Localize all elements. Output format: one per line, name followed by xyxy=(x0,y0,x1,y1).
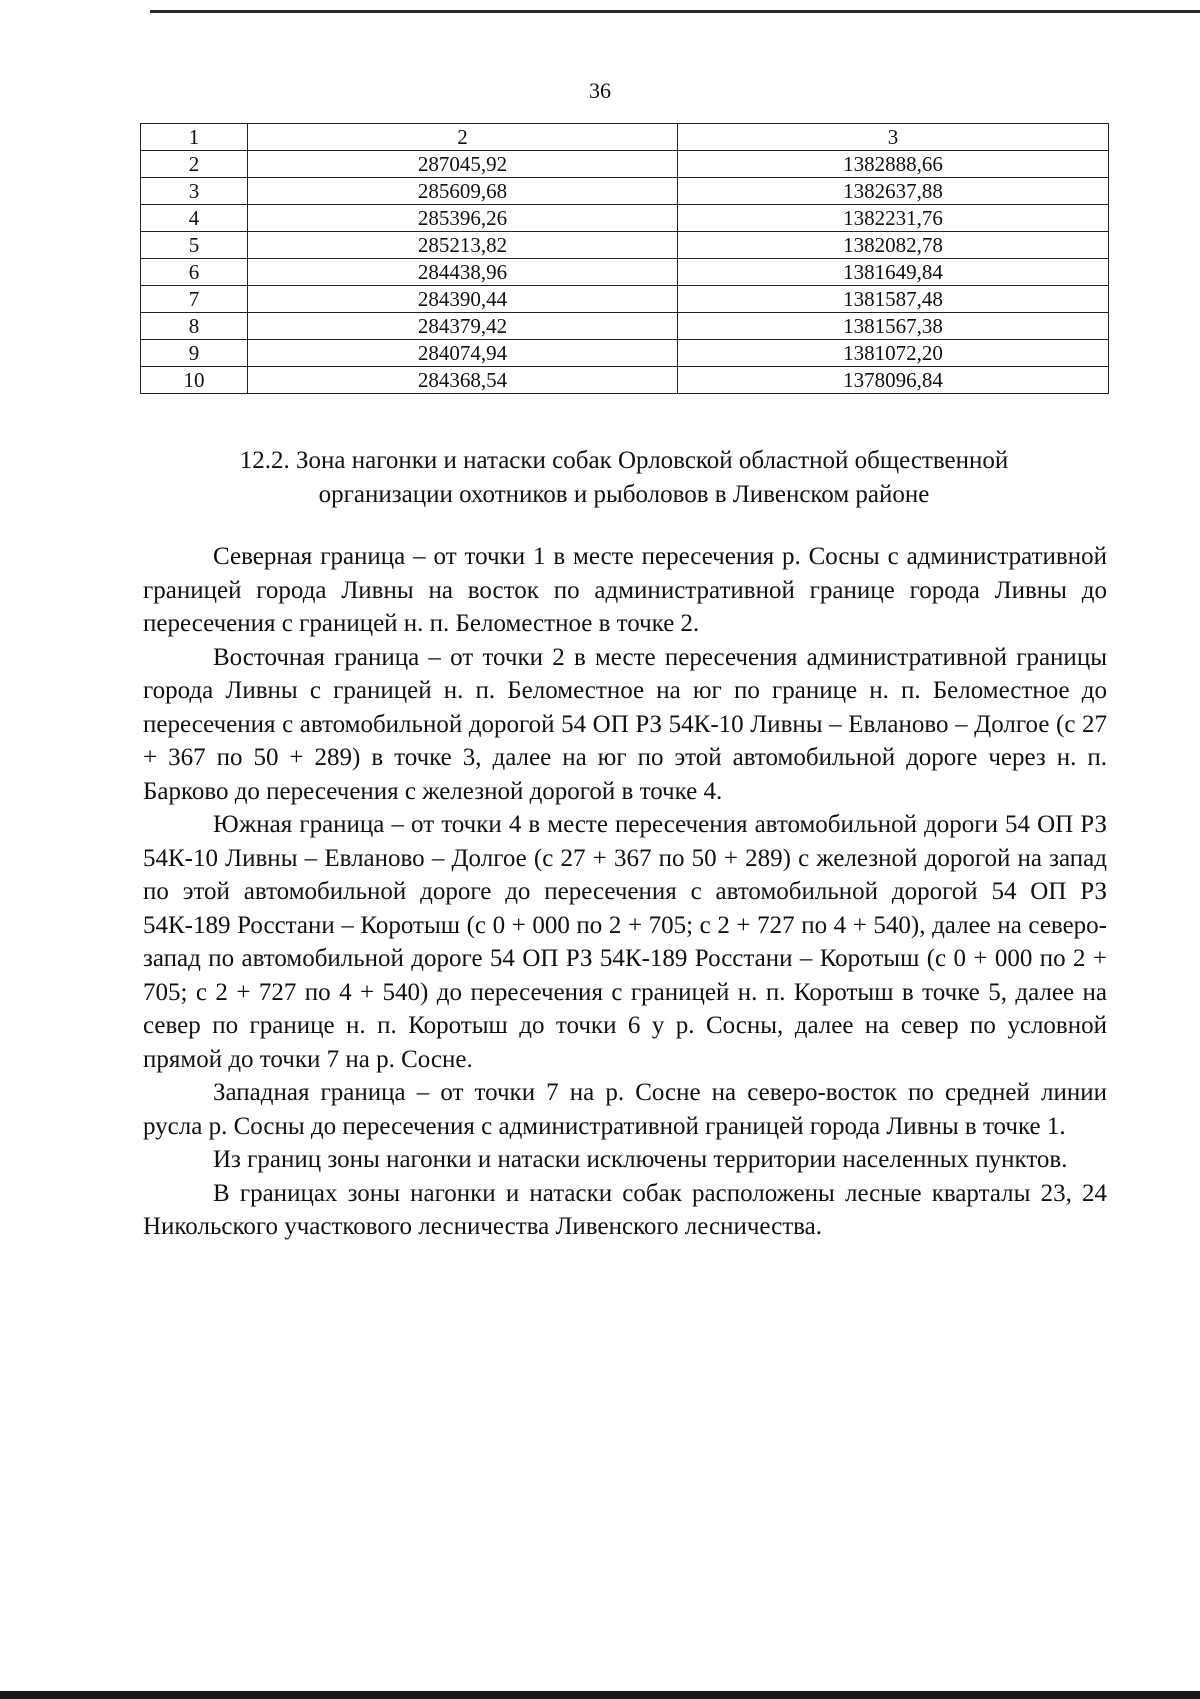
y-coordinate-cell: 1381567,38 xyxy=(678,313,1109,340)
y-coordinate-cell: 1378096,84 xyxy=(678,367,1109,394)
table-row xyxy=(141,205,1109,232)
table-row xyxy=(141,232,1109,259)
section-body xyxy=(143,540,1107,1244)
table-row xyxy=(141,313,1109,340)
y-coordinate-cell: 1382637,88 xyxy=(678,178,1109,205)
table-row xyxy=(141,151,1109,178)
scan-edge-bottom xyxy=(0,1691,1200,1699)
table-header-cell: 2 xyxy=(248,124,678,151)
point-number-cell: 2 xyxy=(141,151,248,178)
x-coordinate-cell: 285609,68 xyxy=(248,178,678,205)
exclusions-paragraph: Из границ зоны нагонки и натаски исключены территории населенных пунктов. xyxy=(213,1146,1068,1173)
x-coordinate-cell: 284074,94 xyxy=(248,340,678,367)
table-row xyxy=(141,340,1109,367)
y-coordinate-cell: 1382082,78 xyxy=(678,232,1109,259)
table-row xyxy=(141,259,1109,286)
point-number-cell: 10 xyxy=(141,367,248,394)
x-coordinate-cell: 284368,54 xyxy=(248,367,678,394)
x-coordinate-cell: 284379,42 xyxy=(248,313,678,340)
x-coordinate-cell: 285396,26 xyxy=(248,205,678,232)
forest-quarters-paragraph: В границах зоны нагонки и натаски собак расположены лесные кварталы 23, 24 Никольского участкового лесничества Ливенского лесничества. xyxy=(143,1179,1107,1240)
eastern-boundary-paragraph: Восточная граница – от точки 2 в месте пересечения административной границы города Ливны с границей н. п. Беломестное на юг по границе н. п. Беломестное до пересечения с автомобильной дорогой 54 ОП РЗ 54К-10 Ливны – Евланово – Долгое (с 27 + 367 по 50 + 289) в точке 3, далее на юг по этой автомобильной дороге через н. п. Барково до пересечения с железной дорогой в точке 4. xyxy=(143,643,1107,805)
western-boundary-paragraph: Западная граница – от точки 7 на р. Сосне на северо-восток по средней линии русла р. Сосны до пересечения с административной границей города Ливны в точке 1. xyxy=(143,1079,1107,1140)
point-number-cell: 3 xyxy=(141,178,248,205)
section-title-line: 12.2. Зона нагонки и натаски собак Орловской областной общественной xyxy=(239,447,1009,474)
page-number: 36 xyxy=(589,78,611,103)
y-coordinate-cell: 1382888,66 xyxy=(678,151,1109,178)
y-coordinate-cell: 1381072,20 xyxy=(678,340,1109,367)
point-number-cell: 9 xyxy=(141,340,248,367)
table-header-row xyxy=(141,124,1109,151)
table-row xyxy=(141,286,1109,313)
x-coordinate-cell: 284390,44 xyxy=(248,286,678,313)
y-coordinate-cell: 1381587,48 xyxy=(678,286,1109,313)
point-number-cell: 7 xyxy=(141,286,248,313)
southern-boundary-paragraph: Южная граница – от точки 4 в месте пересечения автомобильной дороги 54 ОП РЗ 54К-10 Ливны – Евланово – Долгое (с 27 + 367 по 50 + 289) с железной дорогой на запад по этой автомобильной дороге до пересечения с автомобильной дорогой 54 ОП РЗ 54К-189 Росстани – Коротыш (с 0 + 000 по 2 + 705; с 2 + 727 по 4 + 540), далее на северо-запад по автомобильной дороге 54 ОП РЗ 54К-189 Росстани – Коротыш (с 0 + 000 по 2 + 705; с 2 + 727 по 4 + 540) до пересечения с границей н. п. Коротыш в точке 5, далее на север по границе н. п. Коротыш до точки 6 у р. Сосны, далее на север по условной прямой до точки 7 на р. Сосне. xyxy=(143,811,1107,1073)
x-coordinate-cell: 284438,96 xyxy=(248,259,678,286)
northern-boundary-paragraph: Северная граница – от точки 1 в месте пересечения р. Сосны с административной границей города Ливны на восток по административной границе города Ливны до пересечения с границей н. п. Беломестное в точке 2. xyxy=(143,543,1107,637)
x-coordinate-cell: 287045,92 xyxy=(248,151,678,178)
point-number-cell: 8 xyxy=(141,313,248,340)
table-header-cell: 3 xyxy=(678,124,1109,151)
point-number-cell: 5 xyxy=(141,232,248,259)
table-row xyxy=(141,178,1109,205)
y-coordinate-cell: 1382231,76 xyxy=(678,205,1109,232)
table-row xyxy=(141,367,1109,394)
table-header-cell: 1 xyxy=(141,124,248,151)
section-title xyxy=(140,444,1108,512)
y-coordinate-cell: 1381649,84 xyxy=(678,259,1109,286)
section-title-line: организации охотников и рыболовов в Ливенском районе xyxy=(318,481,930,508)
point-number-cell: 6 xyxy=(141,259,248,286)
coordinates-table xyxy=(140,123,1109,394)
x-coordinate-cell: 285213,82 xyxy=(248,232,678,259)
scan-edge-top xyxy=(150,10,1200,13)
point-number-cell: 4 xyxy=(141,205,248,232)
